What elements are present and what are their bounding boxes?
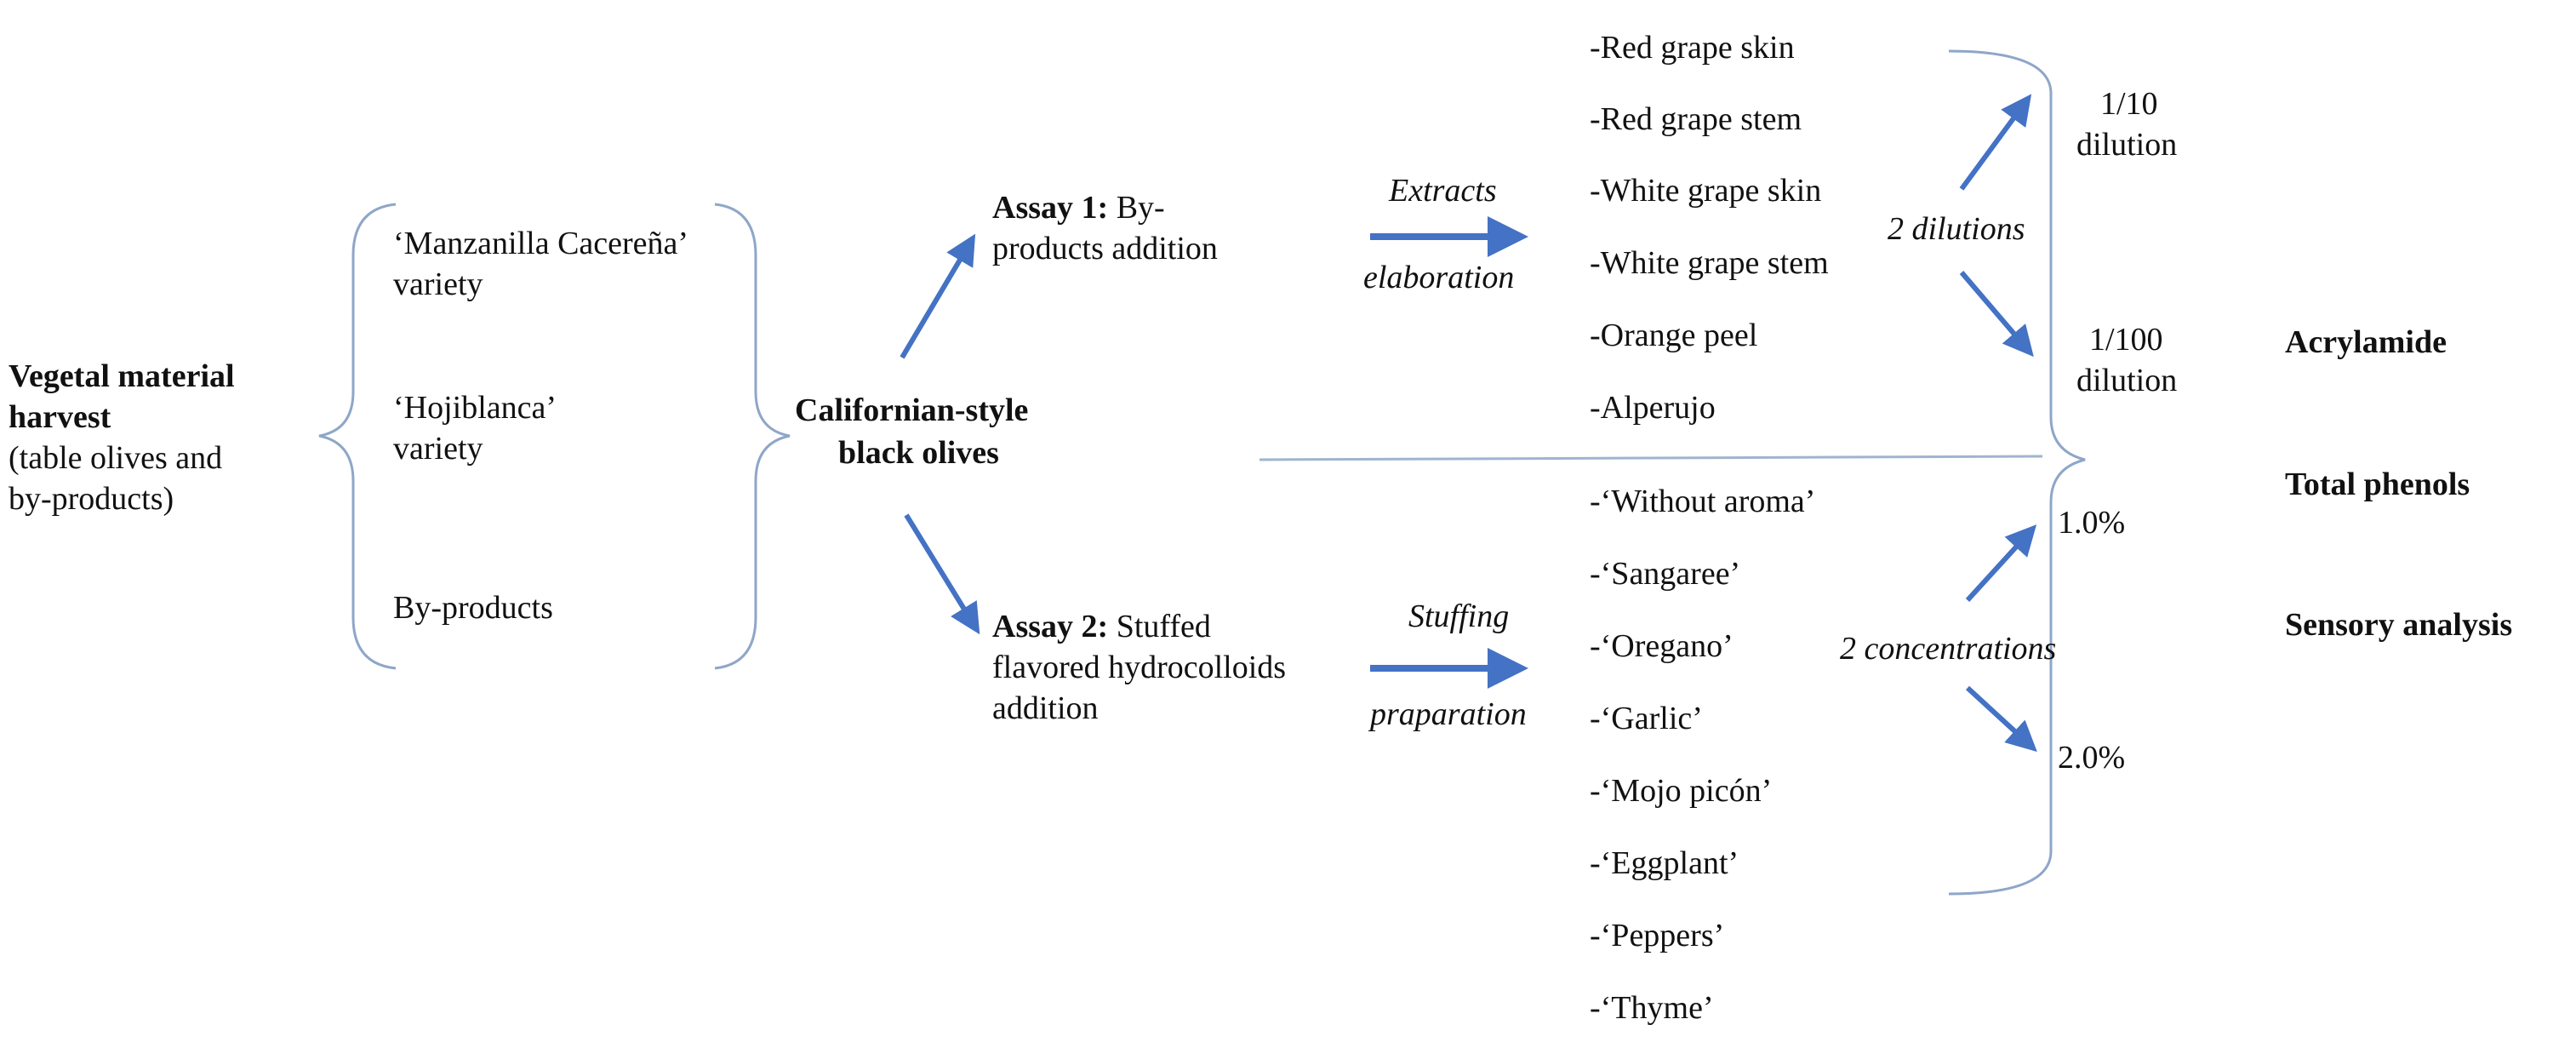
product-line1: Californian-style	[795, 392, 1029, 428]
extract-item: -Orange peel	[1590, 318, 1758, 353]
extract-item: -White grape skin	[1590, 173, 1822, 209]
analysis-acrylamide: Acrylamide	[2285, 324, 2447, 360]
flavor-item: -‘Eggplant’	[1590, 845, 1739, 881]
left-brace-open	[319, 204, 396, 668]
flavor-item: -‘Garlic’	[1590, 701, 1703, 736]
arrow-to-assay1	[902, 243, 970, 358]
arrow-to-assay2	[906, 515, 974, 626]
source-subtitle-line2: by-products)	[9, 481, 174, 517]
material-hojiblanca-line1: ‘Hojiblanca’	[393, 390, 557, 426]
outcome-1-10-line2: dilution	[2076, 127, 2178, 163]
arrow-conc-1	[1968, 532, 2030, 600]
extract-item: -Alperujo	[1590, 390, 1716, 426]
assay2-label-rest: Stuffed	[1108, 609, 1211, 644]
assay1-label-line1	[992, 187, 1165, 228]
arrow-dilution-1-10	[1962, 102, 2025, 189]
assay2-label-line3: addition	[992, 690, 1099, 726]
assay1-label-line2: products addition	[992, 231, 1218, 266]
outcome-1-100-line1: 1/100	[2089, 322, 2163, 358]
extract-item: -Red grape stem	[1590, 101, 1802, 137]
product-line2: black olives	[838, 435, 999, 471]
assay-separator	[1259, 456, 2042, 460]
material-hojiblanca-line2: variety	[393, 431, 483, 467]
outcome-conc-2: 2.0%	[2058, 740, 2126, 776]
extract-item: -White grape stem	[1590, 245, 1829, 281]
flavor-item: -‘Mojo picón’	[1590, 773, 1773, 809]
assay2-label-line2: flavored hydrocolloids	[992, 650, 1287, 685]
assay1-label-bold: Assay 1:	[992, 190, 1109, 226]
material-manzanilla-line1: ‘Manzanilla Cacereña’	[393, 226, 689, 261]
arrow-conc-2	[1968, 688, 2030, 745]
assay2-label-bold: Assay 2:	[992, 609, 1109, 644]
outcome-1-100-line2: dilution	[2076, 363, 2178, 398]
source-title-line2: harvest	[9, 399, 111, 435]
assay1-process-bottom: elaboration	[1363, 260, 1515, 295]
assay1-label-rest: By-	[1108, 190, 1165, 226]
extract-item: -Red grape skin	[1590, 30, 1795, 66]
assay1-process-top: Extracts	[1389, 173, 1497, 209]
source-title-line1: Vegetal material	[9, 358, 235, 394]
outcome-1-10-line1: 1/10	[2100, 86, 2158, 122]
flavor-item: -‘Thyme’	[1590, 990, 1714, 1026]
source-subtitle-line1: (table olives and	[9, 440, 223, 476]
flavor-item: -‘Peppers’	[1590, 918, 1725, 953]
flavor-item: -‘Oregano’	[1590, 628, 1734, 664]
assay1-split-label: 2 dilutions	[1888, 211, 2025, 247]
material-manzanilla-line2: variety	[393, 266, 483, 302]
outcome-conc-1: 1.0%	[2058, 505, 2126, 541]
assay2-process-top: Stuffing	[1408, 598, 1510, 634]
assay2-process-bottom: praparation	[1370, 696, 1527, 732]
assay2-split-label: 2 concentrations	[1840, 631, 2057, 667]
flavor-item: -‘Without aroma’	[1590, 484, 1816, 519]
flavor-item: -‘Sangaree’	[1590, 556, 1741, 592]
material-byproducts: By-products	[393, 590, 553, 626]
assay2-label-line1	[992, 606, 1211, 647]
analysis-sensory: Sensory analysis	[2285, 607, 2513, 643]
arrow-dilution-1-100	[1962, 272, 2027, 349]
right-brace-close	[715, 204, 790, 668]
analysis-total-phenols: Total phenols	[2285, 467, 2470, 502]
